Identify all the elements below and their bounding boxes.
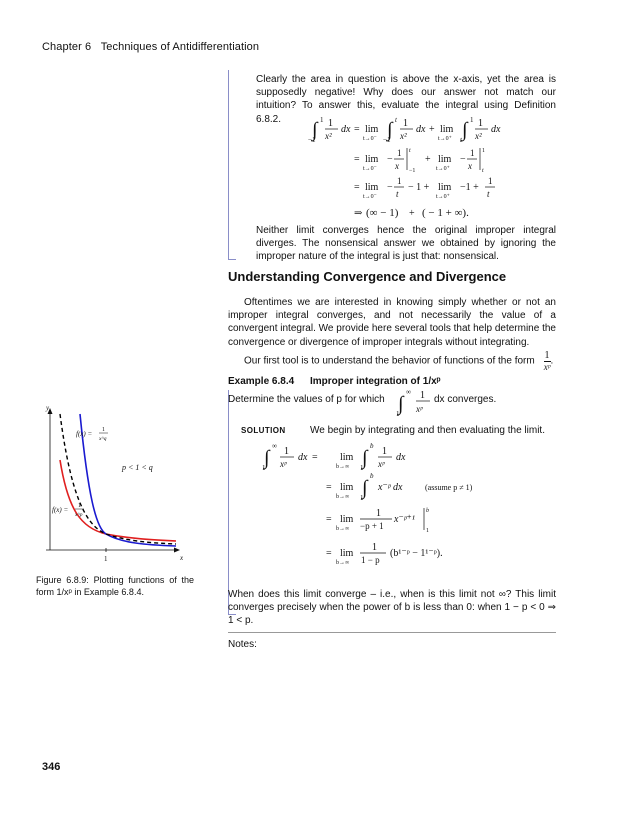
svg-text:xᵖ: xᵖ: [280, 459, 287, 469]
svg-text:b→∞: b→∞: [336, 560, 350, 566]
svg-text:lim: lim: [365, 182, 379, 193]
svg-text:t: t: [396, 189, 399, 199]
svg-text:t→0⁻: t→0⁻: [363, 194, 377, 200]
frac-den: x²: [325, 131, 332, 141]
svg-text:t→0⁺: t→0⁺: [436, 194, 450, 200]
y-axis-label: y: [46, 404, 50, 412]
lim-3: lim: [365, 154, 379, 165]
svg-text:b→∞: b→∞: [336, 464, 350, 470]
integral-sign: ∫: [312, 119, 318, 141]
svg-text:x⁻ᵖ dx: x⁻ᵖ dx: [378, 482, 403, 493]
label-p-den: x^p: [75, 512, 83, 518]
section-paragraph-1: Oftentimes we are interested in knowing simply whether or not an improper integral converges, and not necessarily the value of a convergent integral. We provide here several tools that help determine the convergence or divergence of improper integrals without integrating.: [228, 297, 556, 348]
svg-text:1 − p: 1 − p: [361, 555, 380, 565]
svg-text:∫: ∫: [264, 447, 270, 469]
chapter-number: Chapter 6: [42, 41, 92, 53]
svg-text:t: t: [482, 168, 484, 174]
svg-text:−1 +: −1 +: [460, 182, 479, 193]
curve-1-over-x-p: [60, 460, 176, 541]
svg-text:1: 1: [397, 176, 402, 186]
inline-fraction-den: xᵖ: [543, 362, 551, 372]
notes-label: Notes:: [228, 639, 257, 650]
svg-text:−: −: [460, 154, 466, 165]
svg-text:dx: dx: [298, 452, 308, 463]
int-lower-3: t: [460, 136, 462, 144]
int-upper-2: t: [395, 116, 397, 124]
dx-2: dx: [416, 124, 426, 135]
svg-text:t: t: [409, 148, 411, 154]
int-lower-2: −1: [383, 136, 391, 144]
label-p-prefix: f(x) =: [52, 506, 69, 514]
frac-den-2: x²: [400, 131, 407, 141]
solution-label: SOLUTION: [241, 426, 286, 435]
svg-text:1: 1: [488, 176, 493, 186]
svg-text:( − 1 + ∞).: ( − 1 + ∞).: [422, 207, 469, 219]
example-title: Improper integration of 1/xᵖ: [310, 376, 441, 387]
svg-text:=: =: [326, 548, 332, 559]
svg-text:−: −: [387, 154, 393, 165]
svg-text:1: 1: [382, 446, 387, 457]
svg-text:1: 1: [482, 148, 485, 154]
plus-1: +: [429, 124, 435, 135]
label-q-num: 1: [102, 427, 105, 433]
lim-sub-3: t→0⁻: [363, 166, 377, 172]
notes-divider: [228, 632, 556, 633]
lim-1: lim: [365, 124, 379, 135]
svg-text:=: =: [312, 452, 318, 463]
implies: ⇒: [354, 208, 363, 219]
figure-caption: Figure 6.8.9: Plotting functions of the form 1/xᵖ in Example 6.8.4.: [36, 575, 194, 597]
prev-example-equations: [228, 112, 558, 224]
svg-text:(b¹⁻ᵖ − 1¹⁻ᵖ).: (b¹⁻ᵖ − 1¹⁻ᵖ).: [390, 548, 443, 559]
svg-text:1: 1: [372, 542, 377, 553]
svg-text:lim: lim: [340, 548, 354, 559]
svg-text:=: =: [326, 482, 332, 493]
int-upper: 1: [320, 116, 324, 124]
svg-text:+: +: [425, 154, 431, 165]
prev-example-intro: Clearly the area in question is above the x-axis, yet the area is supposedly negative! Why does our answer not match our intuition? To answer this, evaluate the integral using Definition 6.8.2.: [256, 74, 556, 125]
svg-text:1: 1: [360, 464, 364, 472]
svg-text:∫: ∫: [398, 393, 404, 415]
svg-text:1: 1: [397, 148, 402, 158]
svg-text:t→0⁺: t→0⁺: [436, 166, 450, 172]
svg-text:∞: ∞: [406, 388, 411, 396]
svg-text:xᵖ: xᵖ: [378, 459, 385, 469]
svg-text:−p + 1: −p + 1: [360, 521, 384, 531]
lim-2: lim: [440, 124, 454, 135]
svg-text:x: x: [468, 161, 472, 171]
svg-text:(∞ − 1): (∞ − 1): [366, 207, 399, 219]
equals-2: =: [354, 154, 360, 165]
section-paragraph-2-text: Our first tool is to understand the behavior of functions of the form: [244, 355, 535, 367]
svg-text:1: 1: [284, 446, 289, 457]
svg-text:b: b: [426, 508, 429, 514]
integral-sign-3: ∫: [462, 119, 468, 141]
running-header: [42, 41, 259, 53]
frac-num-2: 1: [403, 118, 408, 129]
frac-num: 1: [328, 118, 333, 129]
label-q-den: x^q: [99, 436, 107, 442]
svg-text:lim: lim: [340, 514, 354, 525]
solution-intro: We begin by integrating and then evaluating the limit.: [310, 425, 545, 436]
equals-1: =: [354, 124, 360, 135]
paragraph-2-end: .: [550, 355, 554, 367]
svg-text:∞: ∞: [272, 442, 277, 450]
int-upper-3: 1: [470, 116, 474, 124]
svg-text:b: b: [370, 442, 374, 450]
svg-text:b→∞: b→∞: [336, 526, 350, 532]
integral-sign-2: ∫: [387, 119, 393, 141]
svg-text:−: −: [387, 182, 393, 193]
svg-text:b: b: [370, 472, 374, 480]
x-axis-arrow: [174, 548, 180, 553]
curve-1-over-x-q: [80, 414, 176, 546]
svg-text:1: 1: [426, 528, 429, 534]
inequality-label: p < 1 < q: [122, 463, 153, 472]
figure-6-8-9: [36, 400, 196, 570]
svg-text:xᵖ: xᵖ: [416, 404, 423, 414]
svg-text:(assume p ≠ 1): (assume p ≠ 1): [425, 483, 473, 492]
chapter-title: Techniques of Antidifferentiation: [100, 41, 260, 53]
svg-text:−1: −1: [409, 168, 416, 174]
svg-text:lim: lim: [340, 482, 354, 493]
svg-text:lim: lim: [340, 452, 354, 463]
prev-example-conclusion: Neither limit converges hence the original improper integral diverges. The nonsensical answer we obtained by ignoring the improper nature of the integral is just that: nonsensical.: [256, 225, 556, 263]
svg-text:∫: ∫: [362, 447, 368, 469]
int-lower: −1: [308, 136, 316, 144]
inline-fraction: [544, 350, 551, 372]
example-closing: When does this limit converge – i.e., when is this limit not ∞? This limit converges precisely when the power of b is less than 0: when 1 − p < 0 ⇒ 1 < p.: [228, 589, 556, 627]
svg-text:=: =: [326, 514, 332, 525]
svg-text:lim: lim: [438, 182, 452, 193]
frac-num-3: 1: [478, 118, 483, 129]
example-label: Example 6.8.4: [228, 376, 295, 387]
dx-1: dx: [341, 124, 351, 135]
svg-text:x: x: [395, 161, 399, 171]
solution-equations: [260, 436, 560, 586]
svg-text:dx: dx: [396, 452, 406, 463]
section-title: Understanding Convergence and Divergence: [228, 269, 507, 284]
example-prompt: [228, 393, 558, 406]
svg-text:lim: lim: [438, 154, 452, 165]
example-prompt-end: dx converges.: [434, 394, 497, 405]
section-paragraph-2: [244, 350, 564, 372]
label-p-num: 1: [78, 503, 81, 509]
lim-sub-2: t→0⁺: [438, 136, 452, 142]
equals-3: =: [354, 182, 360, 193]
x-axis-label: x: [180, 554, 184, 562]
svg-text:1: 1: [420, 390, 425, 401]
x-tick-label: 1: [104, 555, 108, 563]
svg-text:+: +: [409, 208, 415, 219]
svg-text:b→∞: b→∞: [336, 494, 350, 500]
svg-text:t: t: [487, 189, 490, 199]
example-end-tick: [228, 259, 236, 260]
label-q-prefix: f(x) =: [76, 430, 93, 438]
frac-den-3: x²: [475, 131, 482, 141]
lim-sub-1: t→0⁻: [363, 136, 377, 142]
inline-fraction-num: 1: [544, 350, 550, 361]
svg-text:1: 1: [376, 508, 381, 519]
page-number: 346: [42, 761, 61, 773]
svg-text:∫: ∫: [362, 477, 368, 499]
dx-3: dx: [491, 124, 501, 135]
svg-text:1: 1: [470, 148, 475, 158]
svg-text:1: 1: [396, 410, 400, 418]
svg-text:1: 1: [262, 464, 266, 472]
svg-text:1: 1: [360, 494, 364, 502]
svg-text:x⁻ᵖ⁺¹: x⁻ᵖ⁺¹: [394, 514, 415, 525]
example-6-8-4-margin-bar: [228, 390, 229, 615]
svg-text:− 1 +: − 1 +: [408, 182, 430, 193]
example-prompt-start: Determine the values of p for which: [228, 394, 385, 405]
